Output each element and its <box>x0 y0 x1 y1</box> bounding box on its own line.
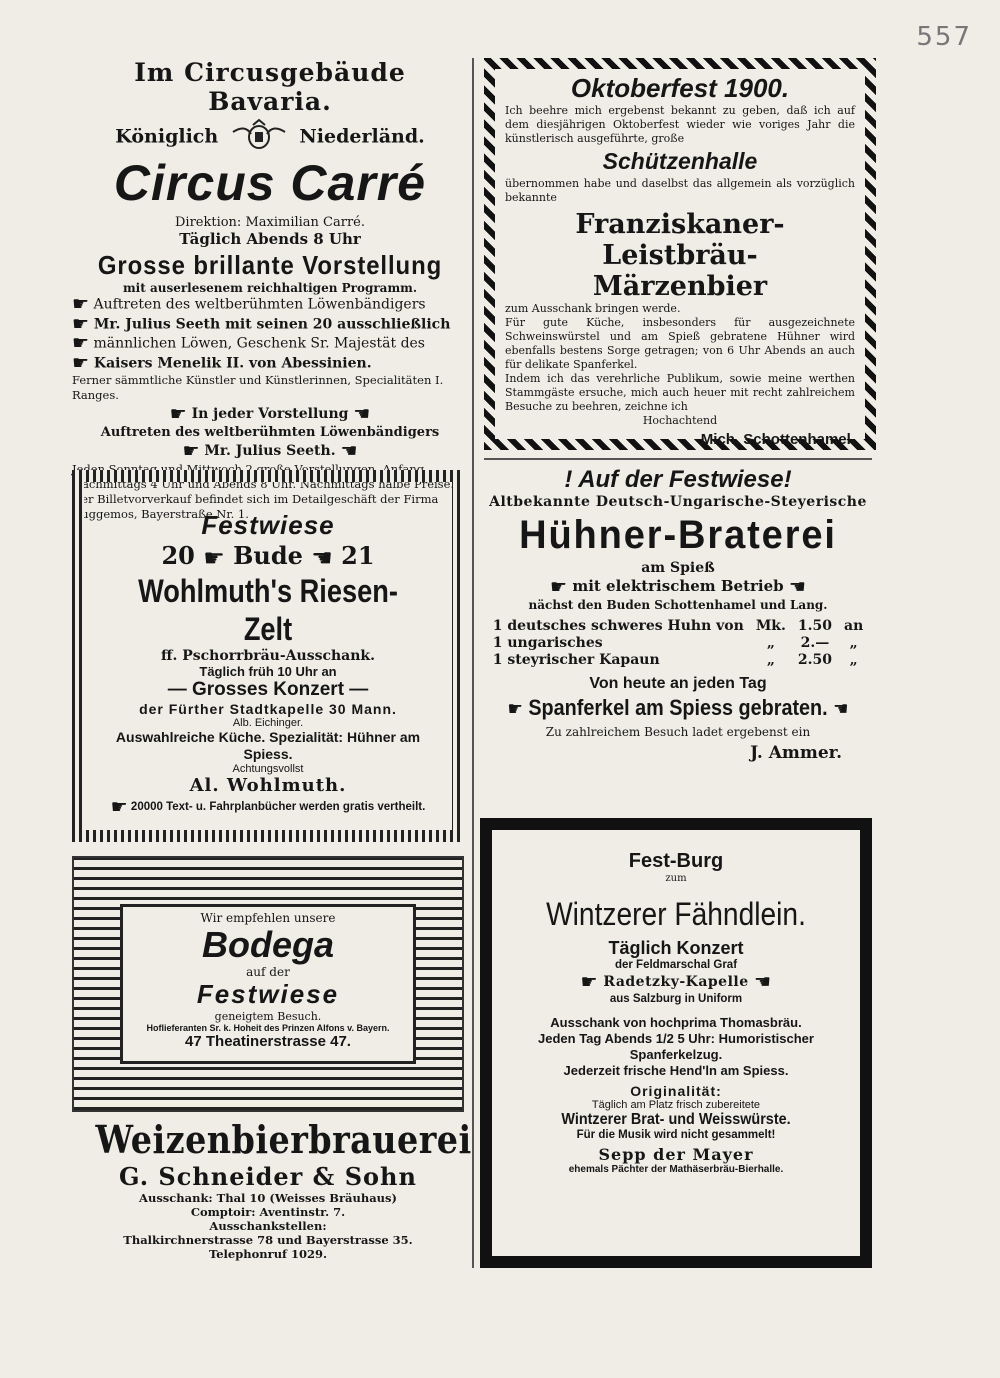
bodega-name: Bodega <box>201 924 334 965</box>
huhn-next-to: nächst den Buden Schottenhamel und Lang. <box>528 598 828 612</box>
circus-every: ☛ In jeder Vorstellung ☚ <box>169 403 371 425</box>
circus-seeth: ☛ Mr. Julius Seeth. ☚ <box>182 440 358 462</box>
wohlmuth-kueche: Auswahlreiche Küche. Spezialität: Hühner am Spiess. <box>115 728 421 762</box>
bodega-recommend: Wir empfehlen unsere <box>200 911 336 925</box>
hand-pointer-icon: ☛ <box>72 351 90 374</box>
oktoberfest-ad <box>484 58 876 450</box>
bodega-auf: auf der <box>246 965 290 979</box>
fest-burg-ad <box>480 818 872 1268</box>
hand-pointer-left-icon: ☚ <box>340 440 358 462</box>
circus-program: mit auserlesenem reichhaltigen Programm. <box>122 281 418 295</box>
burg-daily: Täglich am Platz frisch zubereitete <box>591 1099 761 1111</box>
bodega-address: 47 Theatinerstrasse 47. <box>185 1033 351 1050</box>
hand-pointer-icon: ☛ <box>182 440 200 462</box>
wohlmuth-signature: Al. Wohlmuth. <box>189 774 347 796</box>
price-row: 1 deutsches schweres Huhn von Mk. 1.50 an <box>492 618 864 634</box>
hand-pointer-icon: ☛ <box>169 403 187 425</box>
weizen-line-2: Comptoir: Aventinstr. 7. <box>190 1205 346 1219</box>
page-number: 557 <box>916 22 972 52</box>
huhn-braterei: Hühner-Braterei <box>519 513 837 557</box>
wohlmuth-kapelle: der Fürther Stadtkapelle 30 Mann. <box>139 700 397 717</box>
burg-former: ehemals Pächter der Mathäserbräu-Bierhalle. <box>568 1164 784 1175</box>
weizen-title: Weizenbierbrauerei <box>95 1117 472 1162</box>
huhn-spanferkel: ☛ Spanferkel am Spiess gebraten. ☚ <box>507 695 849 721</box>
price-row: 1 ungarisches „ 2.— „ <box>492 635 858 651</box>
weizen-line-1: Ausschank: Thal 10 (Weisses Bräuhaus) <box>139 1191 397 1205</box>
huhn-betrieb: ☛ mit elektrischem Betrieb ☚ <box>550 576 806 598</box>
hand-pointer-left-icon: ☚ <box>754 971 772 993</box>
wohlmuth-festwiese: Festwiese <box>201 510 335 540</box>
burg-abends: Jeden Tag Abends 1/2 5 Uhr: Humoristischer Spanferkelzug. <box>538 1031 814 1062</box>
circus-royal-right: Niederländ. <box>299 125 425 148</box>
oktoberfest-serve: zum Ausschank bringen werde. <box>505 302 681 315</box>
circus-carre-ad <box>72 58 468 521</box>
wohlmuth-free: ☛ 20000 Text- u. Fahrplanbücher werden gratis vertheilt. <box>110 795 426 818</box>
circus-direction: Direktion: Maximilian Carré. <box>174 215 366 230</box>
wohlmuth-ad <box>72 470 464 842</box>
circus-royal-left: Königlich <box>115 125 219 148</box>
hand-pointer-icon: ☛ <box>507 698 523 721</box>
column-divider <box>472 58 474 1268</box>
circus-line-2: ☛ Mr. Julius Seeth mit seinen 20 ausschließlich <box>72 312 451 335</box>
burg-ausschank: Ausschank von hochprima Thomasbräu. <box>550 1015 802 1030</box>
oktoberfest-title: Oktoberfest 1900. <box>570 73 790 103</box>
burg-kapelle: ☛ Radetzky-Kapelle ☚ <box>580 971 772 993</box>
wohlmuth-regards: Achtungsvollst <box>232 762 304 775</box>
circus-tickets: Der Billetvorverkauf befindet sich im Detailgeschäft der Firma Guggemos, Bayerstraße Nr. 1. <box>72 492 439 521</box>
crest-icon <box>231 120 287 155</box>
circus-venue: Im Circusgebäude Bavaria. <box>134 58 406 116</box>
bodega-visit: geneigtem Besuch. <box>214 1010 322 1023</box>
oktoberfest-taken: übernommen habe und daselbst das allgemein als vorzüglich bekannte <box>505 177 855 204</box>
bodega-festwiese: Festwiese <box>196 979 340 1009</box>
circus-line-1: ☛ Auftreten des weltberühmten Löwenbändigers <box>72 293 426 315</box>
wohlmuth-konzert: — Grosses Konzert — <box>167 678 369 700</box>
wohlmuth-daily: Täglich früh 10 Uhr an <box>199 663 337 679</box>
hand-pointer-left-icon: ☚ <box>833 698 849 721</box>
bodega-panel <box>120 904 416 1064</box>
weizen-line-3: Ausschankstellen: <box>209 1219 327 1233</box>
hand-pointer-icon: ☛ <box>72 293 90 315</box>
oktoberfest-food: Für gute Küche, insbesonders für ausgezeichnete Schweinswürstel und am Spieß gebratene Hühner wird ebenfalls bestens Sorge getragen; von 6 Uhr Abends an auch für delikate Spanferkel. <box>505 316 855 371</box>
oktoberfest-invite: Indem ich das verehrliche Publikum, sowie meine werthen Stammgäste ersuche, mich auch heuer mit recht zahlreichem Besuche zu beehren, zeichne ich <box>505 372 855 413</box>
hand-pointer-icon: ☛ <box>72 312 90 335</box>
hand-pointer-icon: ☛ <box>580 971 598 993</box>
bodega-ad <box>72 856 464 1112</box>
circus-every-2: Auftreten des weltberühmten Löwenbändigers <box>100 425 440 440</box>
burg-name: Wintzerer Fähndlein. <box>546 896 806 932</box>
huhn-altbekannte: Altbekannte Deutsch-Ungarische-Steyerische <box>489 494 867 510</box>
circus-name: Circus Carré <box>113 155 427 211</box>
price-row: 1 steyrischer Kapaun „ 2.50 „ <box>492 652 858 668</box>
oktoberfest-hall: Schützenhalle <box>602 148 758 174</box>
circus-line-3: ☛ männlichen Löwen, Geschenk Sr. Majestät des <box>72 332 425 354</box>
burg-salzburg: aus Salzburg in Uniform <box>609 993 743 1005</box>
oktoberfest-intro: Ich beehre mich ergebenst bekannt zu geben, daß ich auf dem diesjährigen Oktoberfest wieder wie voriges Jahr die künstlerisch ausgeführte, große <box>505 104 855 145</box>
hand-pointer-icon: ☛ <box>72 332 90 354</box>
huhn-signature: J. Ammer. <box>750 743 842 763</box>
circus-artists: Ferner sämmtliche Künstler und Künstlerinnen, Specialitäten I. Ranges. <box>72 373 444 402</box>
wohlmuth-zelt: Wohlmuth's Riesen-Zelt <box>138 572 398 647</box>
burg-zum: zum <box>665 873 687 884</box>
wohlmuth-ausschank: ff. Pschorrbräu-Ausschank. <box>161 647 375 664</box>
circus-show: Grosse brillante Vorstellung <box>97 250 443 280</box>
burg-der: der Feldmarschal Graf <box>614 959 738 971</box>
huehner-braterei-ad <box>484 458 872 804</box>
hand-pointer-left-icon: ☚ <box>311 543 333 572</box>
oktoberfest-beer-2: Märzenbier <box>592 271 768 302</box>
oktoberfest-signature: Mich. Schottenhamel. <box>700 431 855 448</box>
circus-royal <box>72 120 468 155</box>
burg-sepp: Sepp der Mayer <box>598 1145 754 1164</box>
weizen-line-5: Telephonruf 1029. <box>208 1247 328 1261</box>
oktoberfest-beer-1: Franziskaner-Leistbräu- <box>575 209 785 271</box>
circus-daily: Täglich Abends 8 Uhr <box>179 230 361 248</box>
huhn-price-table <box>487 618 870 669</box>
burg-orig: Originalität: <box>630 1083 722 1099</box>
weizen-line-4: Thalkirchnerstrasse 78 und Bayerstrasse 35. <box>123 1233 413 1247</box>
weizen-company: G. Schneider & Sohn <box>119 1162 417 1191</box>
hand-pointer-left-icon: ☚ <box>788 576 806 598</box>
huhn-besuch: Zu zahlreichem Besuch ladet ergebenst ein <box>545 725 811 739</box>
huhn-festwiese: ! Auf der Festwiese! <box>564 466 792 493</box>
circus-line-4: ☛ Kaisers Menelik II. von Abessinien. <box>72 351 372 374</box>
circus-schedule: Jeden Sonntag und Mittwoch 2 große Vorstellungen, Anfang Nachmittags 4 Uhr und Abends 8 Uhr. Nachmittags halbe Preise. <box>72 462 455 491</box>
bodega-supplier: Hoflieferanten Sr. k. Hoheit des Prinzen Alfons v. Bayern. <box>146 1023 390 1033</box>
hand-pointer-left-icon: ☚ <box>353 403 371 425</box>
burg-wurst: Wintzerer Brat- und Weisswürste. <box>561 1111 791 1128</box>
oktoberfest-regards: Hochachtend <box>642 414 718 427</box>
hand-pointer-icon: ☛ <box>550 576 568 598</box>
huhn-heute: Von heute an jeden Tag <box>589 675 767 692</box>
burg-festburg: Fest-Burg <box>628 850 724 872</box>
hand-pointer-icon: ☛ <box>203 543 225 572</box>
hand-pointer-icon: ☛ <box>110 795 128 818</box>
huhn-am-spiess: am Spieß <box>641 560 715 576</box>
burg-hendl: Jederzeit frische Hend'ln am Spiess. <box>563 1063 789 1078</box>
burg-musik: Für die Musik wird nicht gesammelt! <box>576 1129 776 1141</box>
weizenbier-ad <box>72 1117 472 1270</box>
wohlmuth-leader: Alb. Eichinger. <box>232 716 304 729</box>
wohlmuth-bude: 20 ☛ Bude ☚ 21 <box>161 541 375 572</box>
burg-konzert: Täglich Konzert <box>608 938 744 958</box>
